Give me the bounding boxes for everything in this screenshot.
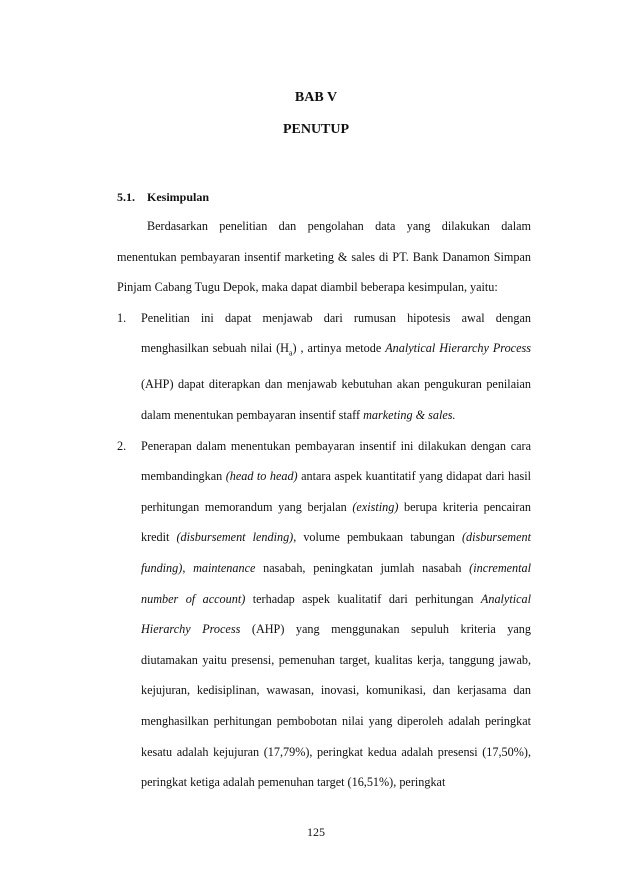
list-item bbox=[117, 431, 531, 798]
item-text: , bbox=[182, 560, 194, 575]
list-marker: 1. bbox=[117, 310, 127, 325]
item-italic: marketing & sales. bbox=[363, 408, 456, 422]
item-text: Penelitian ini dapat menjawab dari rumusan hipotesis awal dengan menghasilkan sebuah nilai (H bbox=[141, 310, 531, 356]
item-italic: (incremental number of account) bbox=[141, 560, 531, 606]
conclusion-list bbox=[117, 303, 531, 798]
section-title: Kesimpulan bbox=[147, 190, 210, 204]
item-text: terhadap aspek kualitatif dari perhitungan bbox=[245, 591, 481, 606]
item-italic: (disbursement funding) bbox=[141, 530, 531, 575]
item-text: nasabah, peningkatan jumlah nasabah bbox=[255, 560, 470, 575]
item-italic: maintenance bbox=[193, 560, 256, 575]
list-marker: 2. bbox=[117, 438, 127, 453]
item-italic: Analytical Hierarchy Process bbox=[385, 341, 531, 356]
item-text: ) , artinya metode bbox=[292, 341, 386, 356]
section-heading bbox=[117, 190, 209, 205]
chapter-title: PENUTUP bbox=[282, 122, 350, 137]
section-number: 5.1. bbox=[117, 190, 135, 204]
chapter-label: BAB V bbox=[294, 90, 338, 105]
intro-paragraph: Berdasarkan penelitian dan pengolahan data yang dilakukan dalam menentukan pembayaran insentif marketing & sales di PT. Bank Danamon Simpan Pinjam Cabang Tugu Depok, maka dapat diambil beberapa kesimpulan, yaitu: bbox=[117, 219, 531, 295]
item-text: (AHP) yang menggunakan sepuluh kriteria yang diutamakan yaitu presensi, pemenuhan target, kualitas kerja, tanggung jawab, kejujuran, kedisiplinan, wawasan, inovasi, komunikasi, dan kerjasama dan menghasilkan perhitungan pembobotan nilai yang diperoleh adalah peringkat kesatu adalah kejujuran (17,79%), peringkat kedua adalah presensi (17,50%), peringkat ketiga adalah pemenuhan target (16,51%), peringkat bbox=[141, 622, 531, 790]
page-number: 125 bbox=[307, 825, 325, 839]
item-italic: Analytical Hierarchy Process bbox=[141, 591, 531, 637]
list-item bbox=[117, 303, 531, 431]
item-italic: (head to head) bbox=[225, 469, 298, 484]
item-text: antara aspek kuantitatif yang didapat dari hasil perhitungan memorandum yang berjalan bbox=[141, 469, 532, 514]
item-italic: (disbursement lending) bbox=[176, 530, 294, 545]
item-text: , volume pembukaan tabungan bbox=[293, 530, 462, 545]
item-italic: (existing) bbox=[352, 499, 399, 514]
body-text bbox=[117, 211, 531, 798]
subscript: a bbox=[288, 348, 293, 358]
item-text: berupa kriteria pencairan kredit bbox=[141, 499, 531, 545]
item-text: (AHP) dapat diterapkan dan menjawab kebutuhan akan pengukuran penilaian dalam menentukan pembayaran insentif staff bbox=[141, 377, 531, 422]
item-text: Penerapan dalam menentukan pembayaran insentif ini dilakukan dengan cara membandingkan bbox=[141, 438, 531, 484]
